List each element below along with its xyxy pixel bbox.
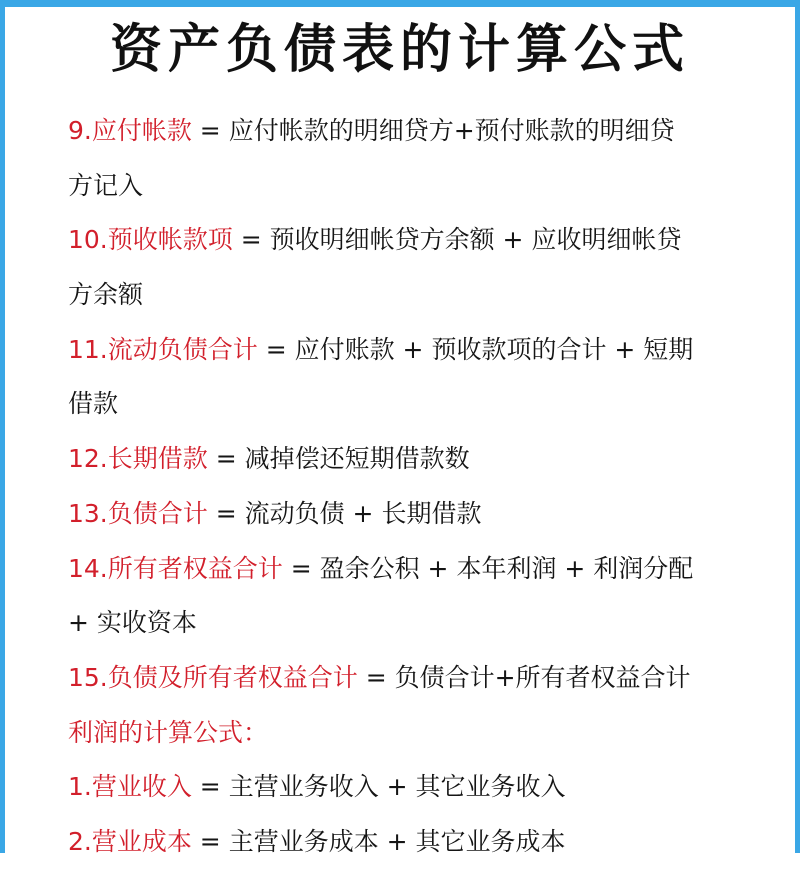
formula-line xyxy=(68,651,758,706)
formula-term: 12.长期借款 xyxy=(68,444,208,474)
formula-term: 13.负债合计 xyxy=(68,498,208,528)
formula-term: 1.营业收入 xyxy=(68,772,192,802)
formula-definition: = 负债合计+所有者权益合计 xyxy=(357,662,691,692)
formula-line xyxy=(68,377,758,432)
section-heading-text: 利润的计算公式： xyxy=(68,717,269,747)
formula-line xyxy=(68,815,758,870)
formula-line xyxy=(68,760,758,815)
section-heading xyxy=(68,706,758,761)
formula-definition: = 主营业务收入 + 其它业务收入 xyxy=(191,772,566,802)
formula-term: 2.营业成本 xyxy=(68,826,192,856)
formula-term: 9.应付帐款 xyxy=(68,116,192,145)
formula-line xyxy=(68,596,758,651)
page-title: 资产负债表的计算公式 xyxy=(109,20,690,80)
formula-line xyxy=(68,487,758,542)
formula-definition: + 实收资本 xyxy=(68,608,197,638)
formula-term: 14.所有者权益合计 xyxy=(68,553,283,583)
formula-definition: = 盈余公积 + 本年利润 + 利润分配 xyxy=(282,553,694,583)
formula-line xyxy=(68,542,758,597)
formula-definition: = 减掉偿还短期借款数 xyxy=(207,444,470,474)
formula-definition: 借款 xyxy=(68,389,119,419)
formula-definition: = 主营业务成本 + 其它业务成本 xyxy=(191,826,566,856)
formula-term: 10.预收帐款项 xyxy=(68,225,233,255)
formula-definition: = 预收明细帐贷方余额 + 应收明细帐贷 xyxy=(232,225,682,255)
formula-line xyxy=(68,159,758,214)
formula-line xyxy=(68,104,758,159)
formula-line xyxy=(68,323,758,378)
formula-definition: = 流动负债 + 长期借款 xyxy=(207,498,482,528)
formula-list xyxy=(68,104,758,870)
formula-line xyxy=(68,268,758,323)
formula-definition: = 应付账款 + 预收款项的合计 + 短期 xyxy=(257,334,694,364)
formula-term: 15.负债及所有者权益合计 xyxy=(68,662,358,692)
formula-term: 11.流动负债合计 xyxy=(68,334,258,364)
formula-line xyxy=(68,213,758,268)
formula-definition: 方记入 xyxy=(68,170,144,200)
formula-line xyxy=(68,432,758,487)
formula-definition: = 应付帐款的明细贷方+预付账款的明细贷 xyxy=(191,116,675,145)
formula-definition: 方余额 xyxy=(68,280,144,310)
